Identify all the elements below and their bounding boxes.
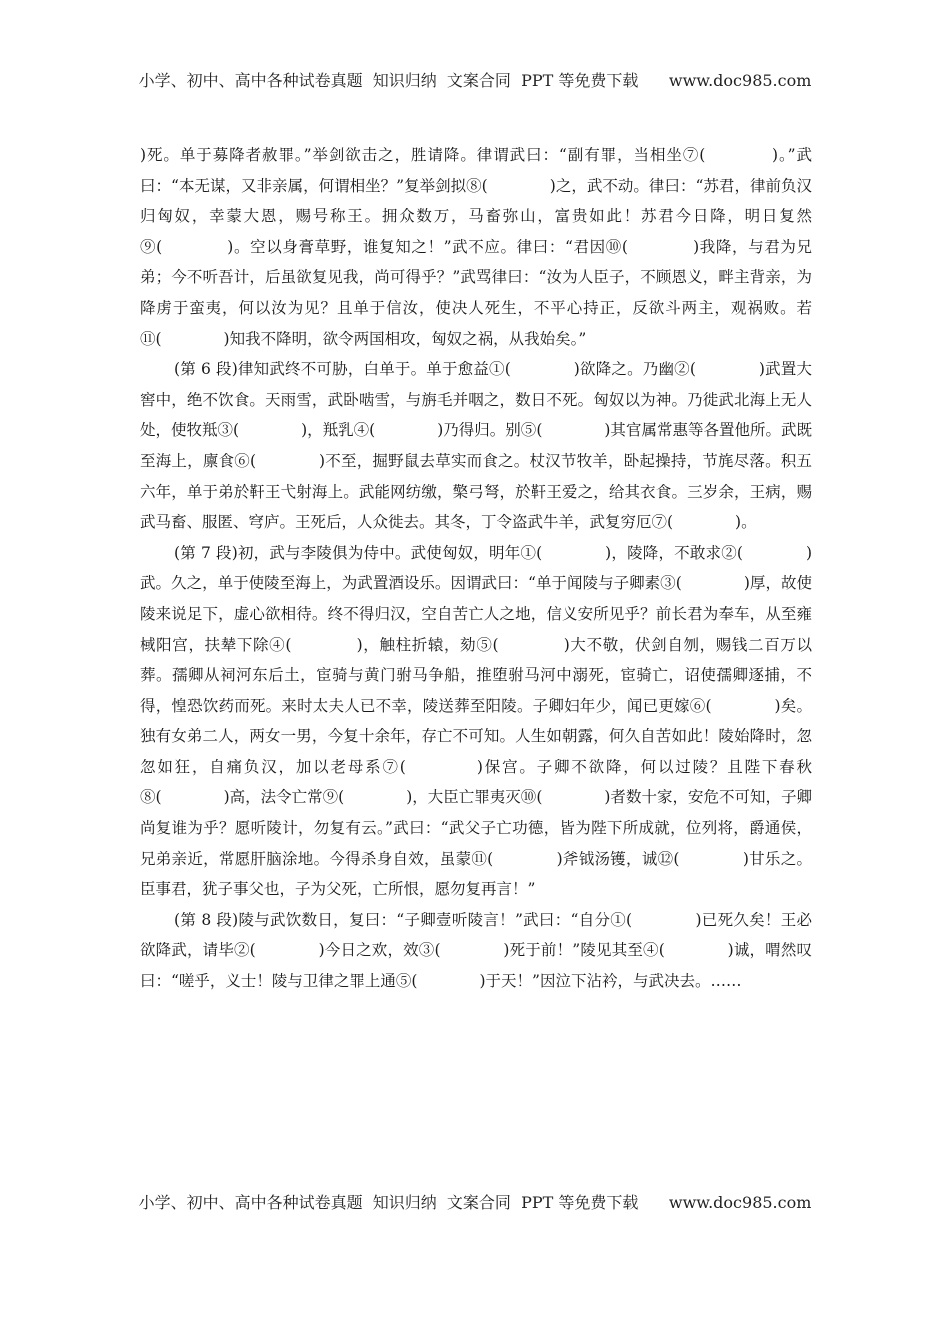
paragraph-7: (第 7 段)初，武与李陵俱为侍中。武使匈奴，明年①( )，陵降，不敢求②( )武。久之，单于使陵至海上，为武置酒设乐。因谓武曰：“单于闻陵与子卿素③( )厚，故使陵来说足下，虚心欲相待。终不得归汉，空自苦亡人之地，信义安所见乎？前长君为奉车，从至雍棫阳宫，扶辇下除④( )，触柱折辕，劾⑤( )大不敬，伏剑自刎，赐钱二百万以葬。孺卿从祠河东后土，宦骑与黄门驸马争船，推堕驸马河中溺死，宦骑亡，诏使孺卿逐捕，不得，惶恐饮药而死。来时太夫人已不幸，陵送葬至阳陵。子卿妇年少，闻已更嫁⑥( )矣。独有女弟二人，两女一男，今复十余年，存亡不可知。人生如朝露，何久自苦如此！陵始降时，忽忽如狂，自痛负汉，加以老母系⑦( )保宫。子卿不欲降，何以过陵？且陛下春秋⑧( )高，法令亡常⑨( )，大臣亡罪夷灭⑩( )者数十家，安危不可知，子卿尚复谁为乎？愿听陵计，勿复有云。”武曰：“武父子亡功德，皆为陛下所成就，位列将，爵通侯，兄弟亲近，常愿肝脑涂地。今得杀身自效，虽蒙⑪( )斧钺汤镬，诚⑫( )甘乐之。臣事君，犹子事父也，子为父死，亡所恨，愿勿复再言！” (140, 543, 812, 899)
paragraph-6: (第 6 段)律知武终不可胁，白单于。单于愈益①( )欲降之。乃幽②( )武置大窖中，绝不饮食。天雨雪，武卧啮雪，与旃毛并咽之，数日不死。匈奴以为神。乃徙武北海上无人处，使牧羝③( )，羝乳④( )乃得归。别⑤( )其官属常惠等各置他所。武既至海上，廪食⑥( )不至，掘野鼠去草实而食之。杖汉节牧羊，卧起操持，节旄尽落。积五六年，单于弟於靬王弋射海上。武能网纺缴，檠弓弩，於靬王爱之，给其衣食。三岁余，王病，赐武马畜、服匿、穹庐。王死后，人众徙去。其冬，丁令盗武牛羊，武复穷厄⑦( )。 (140, 360, 812, 532)
page-header: 小学、初中、高中各种试卷真题 知识归纳 文案合同 PPT 等免费下载 www.doc985.com (138, 71, 812, 90)
document-body (140, 140, 812, 997)
paragraph-5-continued: )死。单于募降者赦罪。”举剑欲击之，胜请降。律谓武曰：“副有罪，当相坐⑦( )。”武曰：“本无谋，又非亲属，何谓相坐？”复举剑拟⑧( )之，武不动。律曰：“苏君，律前负汉归匈奴，幸蒙大恩，赐号称王。拥众数万，马畜弥山，富贵如此！苏君今日降，明日复然⑨( )。空以身膏草野，谁复知之！”武不应。律曰：“君因⑩( )我降，与君为兄弟；今不听吾计，后虽欲复见我，尚可得乎？”武骂律曰：“汝为人臣子，不顾恩义，畔主背亲，为降虏于蛮夷，何以汝为见？且单于信汝，使决人死生，不平心持正，反欲斗两主，观祸败。若⑪( )知我不降明，欲令两国相攻，匈奴之祸，从我始矣。” (140, 146, 812, 348)
page-footer: 小学、初中、高中各种试卷真题 知识归纳 文案合同 PPT 等免费下载 www.doc985.com (138, 1193, 812, 1212)
paragraph-8: (第 8 段)陵与武饮数日，复曰：“子卿壹听陵言！”武曰：“自分①( )已死久矣！王必欲降武，请毕②( )今日之欢，效③( )死于前！”陵见其至④( )诚，喟然叹曰：“嗟乎，义士！陵与卫律之罪上通⑤( )于天！”因泣下沾衿，与武决去。…… (140, 910, 812, 991)
